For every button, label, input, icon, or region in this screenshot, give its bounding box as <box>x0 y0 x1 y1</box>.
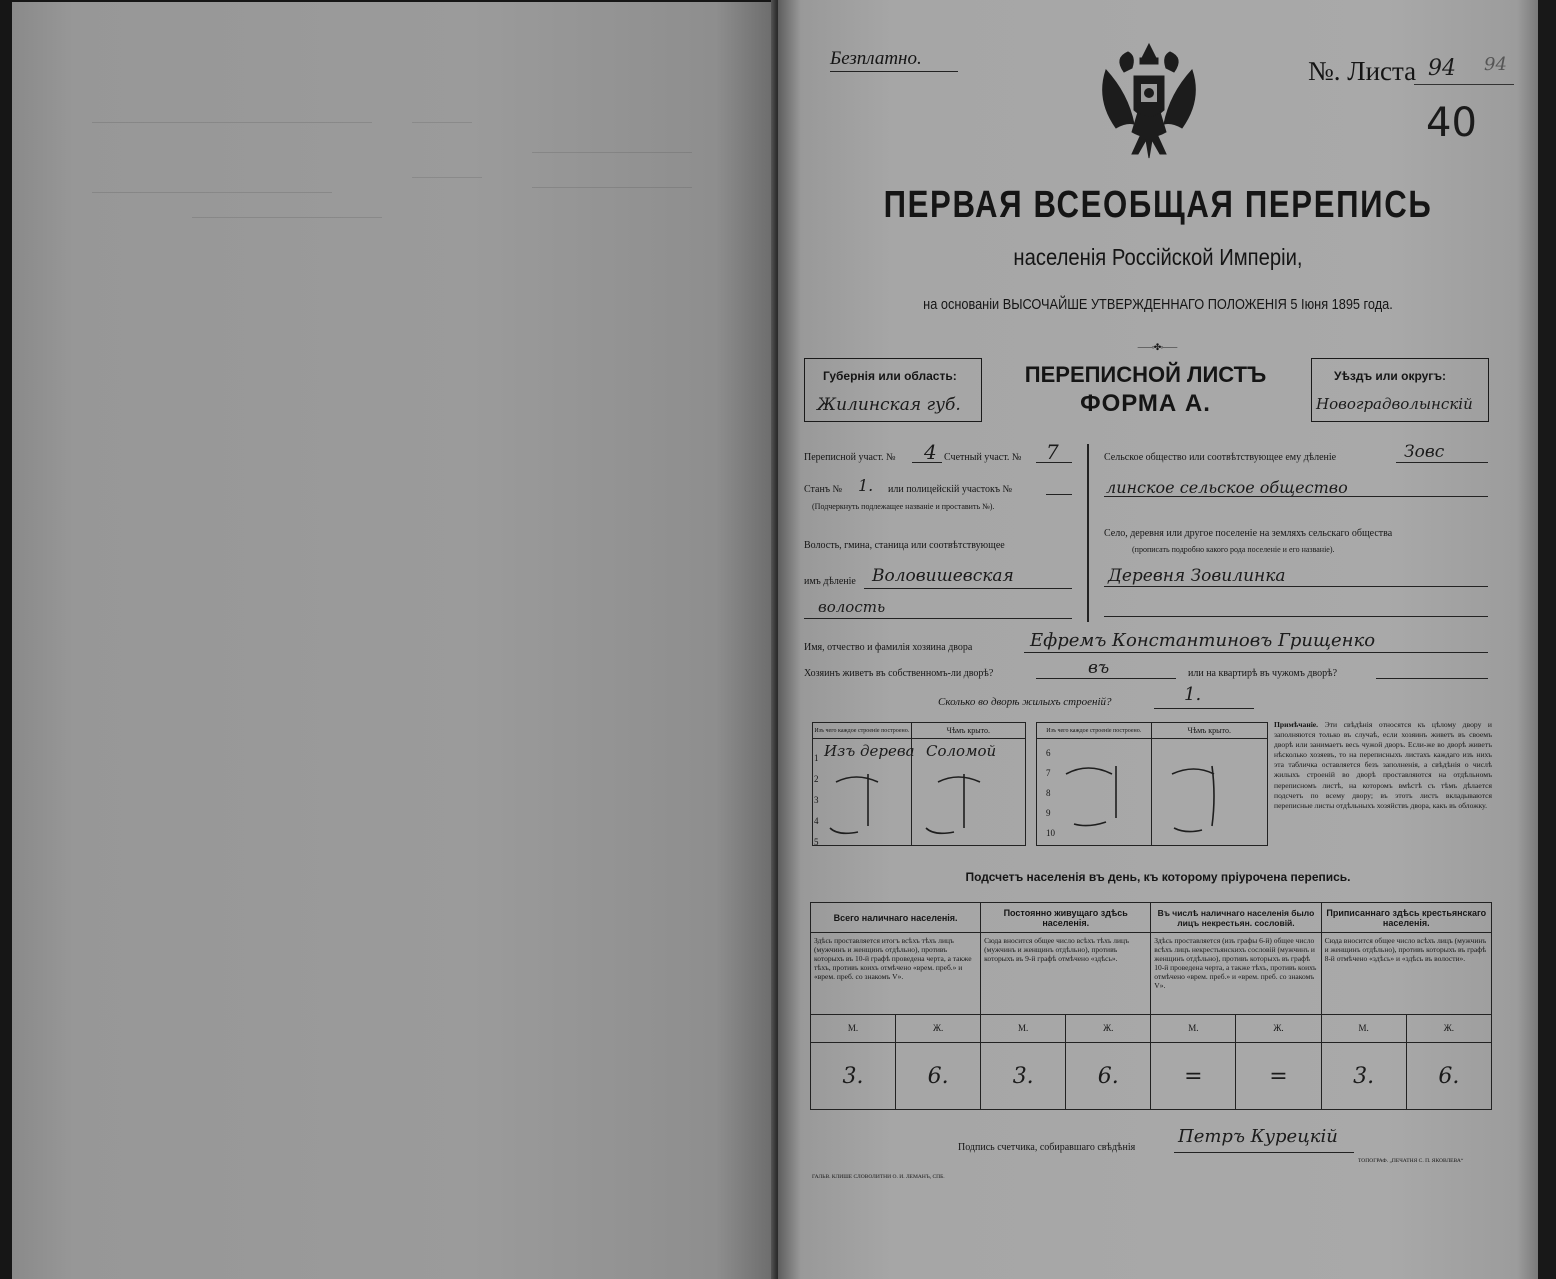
sheet-number-value: 94 <box>1428 56 1456 81</box>
census-subtitle: населенія Россійской Имперіи, <box>1013 244 1303 270</box>
buildings-value: 1. <box>1184 684 1202 705</box>
page-right-edge <box>1538 0 1556 1279</box>
guberniya-box <box>804 358 982 422</box>
form-letter: ФОРМА А. <box>1080 390 1211 417</box>
census-form-page <box>778 0 1540 1279</box>
note-block <box>1274 720 1492 811</box>
free-label: Безплатно. <box>830 48 922 69</box>
volost-label-2: имъ дѣленіе <box>804 576 856 587</box>
count-col3-desc: Здѣсь проставляется (изъ графы 6-й) общее число всѣхъ лицъ некрестьянскихъ сословій (мужчинъ и женщинъ отдѣльно), противъ которыхъ въ графѣ 10-й проведена черта, а также тѣхъ, противъ коихъ отмѣчено «врем. преб.» и «врем. преб. со знакомъ V». <box>1151 933 1321 1014</box>
row-number: 2 <box>814 774 819 784</box>
note-title: Примѣчаніе. <box>1274 720 1319 729</box>
stan-label: Станъ № <box>804 484 843 495</box>
row-number: 1 <box>814 753 819 763</box>
row-number: 6 <box>1046 748 1051 758</box>
count-m-header: М. <box>1151 1014 1236 1042</box>
count-col1-desc: Здѣсь проставляется итогъ всѣхъ тѣхъ лицъ (мужчинъ и женщинъ отдѣльно), противъ которыхъ въ 10-й графѣ проведена черта, а также тѣхъ, противъ коихъ отмѣчено «врем. преб.» и «врем. преб. со знакомъ V». <box>811 933 981 1014</box>
village-value: Деревня Зовилинка <box>1108 566 1286 586</box>
buildings-label: Сколько во дворѣ жилыхъ строеній? <box>938 696 1112 708</box>
count-zh-header: Ж. <box>1236 1014 1321 1042</box>
count-zh-header: Ж. <box>896 1014 981 1042</box>
buildings-col1-header: Изъ чего каждое строеніе построено. <box>813 723 912 739</box>
row1-material: Изъ дерева <box>824 742 915 760</box>
count-col3-header: Въ числѣ наличнаго населенія было лицъ некрестьян. сословій. <box>1151 903 1321 933</box>
row-number: 8 <box>1046 788 1051 798</box>
residence-value: въ <box>1088 658 1110 678</box>
count-district-value: 7 <box>1046 440 1059 464</box>
imprint-left: ГАЛЬВ. КЛИШЕ СЛОВОЛИТНИ О. И. ЛЕМАНЪ, СПБ. <box>812 1174 945 1180</box>
row-number: 10 <box>1046 828 1055 838</box>
count-district-label: Счетный участ. № <box>944 452 1022 463</box>
census-title: ПЕРВАЯ ВСЕОБЩАЯ ПЕРЕПИСЬ <box>883 184 1433 226</box>
residence-line <box>1036 678 1176 679</box>
imperial-eagle-emblem <box>1094 40 1204 165</box>
count-col4-header: Приписаннаго здѣсь крестьянскаго населенія. <box>1321 903 1491 933</box>
village-line-1 <box>1104 586 1488 587</box>
uezd-box <box>1311 358 1489 422</box>
stan-value: 1. <box>858 476 874 495</box>
volost-label-1: Волость, гмина, станица или соотвѣтствующее <box>804 540 1005 551</box>
row1-roof: Соломой <box>926 742 997 760</box>
volost-value-1: Воловишевская <box>872 566 1014 586</box>
form-title: ПЕРЕПИСНОЙ ЛИСТЪ <box>1024 362 1267 387</box>
count-zh-header: Ж. <box>1406 1014 1491 1042</box>
population-count-table <box>810 902 1492 1110</box>
residence-line-2 <box>1376 678 1488 679</box>
count-value: 3. <box>1321 1043 1406 1110</box>
row-number: 5 <box>814 837 819 847</box>
count-col2-header: Постоянно живущаго здѣсь населенія. <box>981 903 1151 933</box>
guberniya-value: Жилинская губ. <box>817 395 961 415</box>
buildings-col4-header: Чѣмъ крыто. <box>1151 723 1268 739</box>
uezd-value: Новоградволынскій <box>1316 395 1473 413</box>
volost-value-2: волость <box>818 598 886 616</box>
archive-number: 40 <box>1426 100 1477 146</box>
society-label: Сельское общество или соотвѣтствующее ему дѣленіе <box>1104 452 1337 463</box>
count-value: 6. <box>1066 1043 1151 1110</box>
police-label: или полицейскій участокъ № <box>888 484 1013 495</box>
owner-name-value: Ефремъ Константиновъ Грищенко <box>1030 630 1376 651</box>
count-value: = <box>1151 1043 1236 1110</box>
owner-name-line <box>1024 652 1488 653</box>
count-district-line <box>1036 462 1072 463</box>
census-district-label: Переписной участ. № <box>804 452 896 463</box>
society-line-2 <box>1104 496 1488 497</box>
signature-line <box>1174 1152 1354 1153</box>
count-m-header: М. <box>811 1014 896 1042</box>
left-page <box>12 2 777 1279</box>
census-basis: на основаніи ВЫСОЧАЙШЕ УТВЕРЖДЕННАГО ПОЛОЖЕНІЯ 5 Іюня 1895 года. <box>923 296 1393 313</box>
underline-note: (Подчеркнуть подлежащее названіе и проставить №). <box>812 502 995 511</box>
row-number: 3 <box>814 795 819 805</box>
buildings-line <box>1154 708 1254 709</box>
count-value: 6. <box>896 1043 981 1110</box>
uezd-label: Уѣздъ или округъ: <box>1334 369 1447 383</box>
residence-label-2: или на квартирѣ въ чужомъ дворѣ? <box>1188 668 1338 679</box>
buildings-col3-header: Изъ чего каждое строеніе построено. <box>1037 723 1152 739</box>
ornament-divider: ⸺◦✤◦⸺ <box>1137 342 1177 352</box>
ditto-strokes <box>822 760 1262 844</box>
census-district-line <box>912 462 942 463</box>
row-number: 9 <box>1046 808 1051 818</box>
census-district-value: 4 <box>924 440 937 464</box>
population-count-title: Подсчетъ населенія въ день, къ которому пріурочена перепись. <box>965 870 1351 884</box>
society-value-1: Зовс <box>1404 442 1445 462</box>
note-text: Эти свѣдѣнія относятся къ цѣлому двору и заполняются только въ случаѣ, если хозяинъ живетъ въ своемъ дворѣ или занимаетъ весь чужой дворъ. Если-же во дворѣ живетъ нѣсколько хозяевъ, то на переписныхъ листахъ каждаго изъ нихъ эта табличка оставляется безъ заполненія, а свѣдѣнія о числѣ жилыхъ строеній во дворѣ проставляются на отдѣльномъ переписномъ листѣ, на которомъ вмѣстѣ съ тѣмъ дѣлается подсчетъ по всему двору; въ этотъ листъ вкладываются переписные листы отдѣльныхъ хозяйствъ двора, какъ въ обложку. <box>1274 720 1492 810</box>
count-value: = <box>1236 1043 1321 1110</box>
society-line-1 <box>1396 462 1488 463</box>
village-line-2 <box>1104 616 1488 617</box>
sheet-number-value-2: 94 <box>1484 54 1507 75</box>
owner-name-label: Имя, отчество и фамилія хозяина двора <box>804 642 973 653</box>
village-label: Село, деревня или другое поселеніе на земляхъ сельскаго общества <box>1104 528 1393 539</box>
volost-line-1 <box>864 588 1072 589</box>
row-number: 4 <box>814 816 819 826</box>
imprint-right: ТОПОГРАФ. „ПЕЧАТНЯ С. П. ЯКОВЛЕВА“ <box>1358 1158 1464 1164</box>
signature-label: Подпись счетчика, собиравшаго свѣдѣнія <box>958 1142 1136 1153</box>
count-m-header: М. <box>1321 1014 1406 1042</box>
count-col4-desc: Сюда вносится общее число всѣхъ лицъ (мужчинъ и женщинъ отдѣльно), противъ которыхъ въ графѣ 8-й отмѣчено «здѣсь» и «здѣсь въ волости». <box>1321 933 1491 1014</box>
count-value: 6. <box>1406 1043 1491 1110</box>
count-m-header: М. <box>981 1014 1066 1042</box>
count-value: 3. <box>981 1043 1066 1110</box>
count-zh-header: Ж. <box>1066 1014 1151 1042</box>
count-col2-desc: Сюда вносится общее число всѣхъ тѣхъ лицъ (мужчинъ и женщинъ отдѣльно), противъ которыхъ въ 9-й графѣ отмѣчено «здѣсь». <box>981 933 1151 1014</box>
residence-label: Хозяинъ живетъ въ собственномъ-ли дворѣ? <box>804 668 994 679</box>
village-note: (прописать подробно какого рода поселеніе и его названіе). <box>1132 545 1335 554</box>
buildings-col2-header: Чѣмъ крыто. <box>911 723 1025 739</box>
row-number: 7 <box>1046 768 1051 778</box>
free-label-underline <box>830 71 958 72</box>
guberniya-label: Губернія или область: <box>823 369 957 383</box>
count-value: 3. <box>811 1043 896 1110</box>
society-value-2: линское сельское общество <box>1106 478 1348 497</box>
sheet-number-line <box>1414 84 1514 85</box>
field-column-divider <box>1087 444 1089 622</box>
signature-value: Петръ Курецкій <box>1178 1126 1338 1147</box>
police-line <box>1046 494 1072 495</box>
count-col1-header: Всего наличнаго населенія. <box>811 903 981 933</box>
sheet-number-label: №. Листа <box>1308 56 1417 86</box>
buildings-row-numbers-left <box>814 748 819 853</box>
volost-line-2 <box>804 618 1072 619</box>
